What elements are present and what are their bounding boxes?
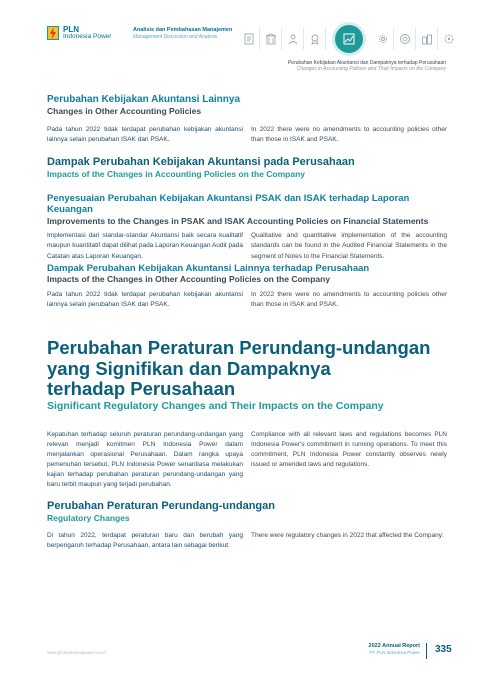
paragraph-en: Qualitative and quantitative implementation of the accounting standards can be found in the Audited Financial Statements in the segment of Notes to the Financial Statements.	[251, 232, 447, 260]
section-title-id: Analisis dan Pembahasan Manajemen	[133, 27, 233, 33]
pln-logo-icon	[47, 26, 59, 40]
section-heading-en: Impacts of the Changes in Other Accounting Policies on the Company	[47, 274, 331, 285]
analysis-icon-active[interactable]	[332, 22, 366, 56]
footer-report-title: 2022 Annual Report	[368, 643, 420, 649]
section-impacts-policy-changes	[47, 156, 447, 180]
footer-report	[368, 643, 420, 656]
paragraph-id: Implementasi dari standar-standar Akuntansi baik secara kualitatif maupun kuantitatif dapat dilihat pada Laporan Keuangan Audit pada Catatan atas Laporan Keuangan.	[47, 232, 243, 260]
people-icon[interactable]	[282, 28, 304, 50]
section-heading: Perubahan Peraturan Perundang-undangan	[47, 500, 275, 512]
section-other-policy-impacts	[47, 263, 447, 310]
chapter-title-line-3: terhadap Perusahaan	[47, 378, 236, 400]
paragraph-id: Pada tahun 2022 tidak terdapat perubahan kebijakan akuntansi lainnya selain perubahan ISAK dan PSAK.	[47, 125, 243, 143]
seal-icon[interactable]	[394, 28, 416, 50]
document-icon[interactable]	[238, 28, 260, 50]
paragraph-id: Pada tahun 2022 tidak terdapat perubahan kebijakan akuntansi lainnya selain perubahan ISAK dan PSAK.	[47, 291, 243, 309]
section-heading: Dampak Perubahan Kebijakan Akuntansi Lainnya terhadap Perusahaan	[47, 263, 370, 274]
paragraph-id: Di tahun 2022, terdapat peraturan baru dan berubah yang berpengaruh terhadap Perusahaan, antara lain sebagai berikut:	[47, 531, 243, 549]
page-number: 335	[435, 644, 452, 655]
gear-icon[interactable]	[372, 28, 394, 50]
paragraph-en: In 2022 there were no amendments to accounting policies other than those in ISAK and PSAK.	[251, 125, 447, 143]
paragraph-en: There were regulatory changes in 2022 that affected the Company:	[251, 531, 444, 539]
logo-name: PLN	[63, 25, 79, 34]
company-logo[interactable]	[47, 26, 111, 41]
section-heading-en: Changes in Other Accounting Policies	[47, 106, 202, 116]
section-other-policy-changes	[47, 94, 447, 145]
award-icon[interactable]	[304, 28, 326, 50]
footer-company: PT PLN Indonesia Power	[369, 649, 420, 655]
section-heading-en: Impacts of the Changes in Accounting Policies on the Company	[47, 169, 306, 180]
running-title-en: Changes in Accounting Policies and Their Impacts on the Company	[296, 66, 446, 73]
logo-subtitle: Indonesia Power	[63, 33, 112, 40]
paragraph-id: Kepatuhan terhadap seluruh peraturan perundang-undangan yang relevan menjadi komitmen PLN Indonesia Power dalam menjalankan operasional Perusahaan. Dalam rangka upaya pemenuhan tersebut, PLN Indonesia Power senantiasa melakukan kajian terhadap perubahan peraturan perundang-undangan yang baru terbit maupun yang terjadi perubahan.	[47, 430, 243, 489]
chapter-title-en: Significant Regulatory Changes and Their Impacts on the Company	[47, 400, 384, 413]
section-heading: Penyesuaian Perubahan Kebijakan Akuntansi PSAK dan ISAK terhadap Laporan Keuangan	[47, 193, 410, 216]
chapter-title-line-1: Perubahan Peraturan Perundang-undangan	[47, 337, 431, 358]
paragraph-en: Compliance with all relevant laws and regulations becomes PLN Indonesia Power's commitment in running operations. To meet this commitment, PLN Indonesia Power constantly observes newly issued or amended laws and regulations.	[251, 430, 447, 468]
paragraph-en: In 2022 there were no amendments to accounting policies other than those in ISAK and PSAK.	[251, 291, 447, 309]
chapter-nav	[238, 22, 460, 56]
settings-icon[interactable]	[438, 28, 460, 50]
section-title-en: Management Discussion and Analysis	[133, 33, 218, 40]
section-regulatory-changes	[47, 338, 447, 490]
section-label	[133, 27, 232, 40]
running-title-id: Perubahan Kebijakan Akuntansi dan Dampaknya terhadap Perusahaan	[287, 60, 446, 66]
page-header	[0, 0, 480, 62]
chapter-title-line-2: yang Signifikan dan Dampaknya	[47, 357, 331, 379]
section-heading: Perubahan Kebijakan Akuntansi Lainnya	[47, 94, 241, 105]
building2-icon[interactable]	[416, 28, 438, 50]
footer-url[interactable]: www.plnindonesiapower.co.id	[47, 650, 106, 655]
section-heading: Dampak Perubahan Kebijakan Akuntansi pada Perusahaan	[47, 156, 355, 168]
section-heading-en: Regulatory Changes	[47, 513, 130, 524]
section-heading-en: Improvements to the Changes in PSAK and ISAK Accounting Policies on Financial Statements	[47, 215, 429, 226]
section-regulation-changes	[47, 500, 447, 551]
section-psak-isak-adjustments	[47, 193, 447, 262]
footer-divider	[426, 643, 427, 659]
running-header	[288, 60, 446, 73]
building-icon[interactable]	[260, 28, 282, 50]
